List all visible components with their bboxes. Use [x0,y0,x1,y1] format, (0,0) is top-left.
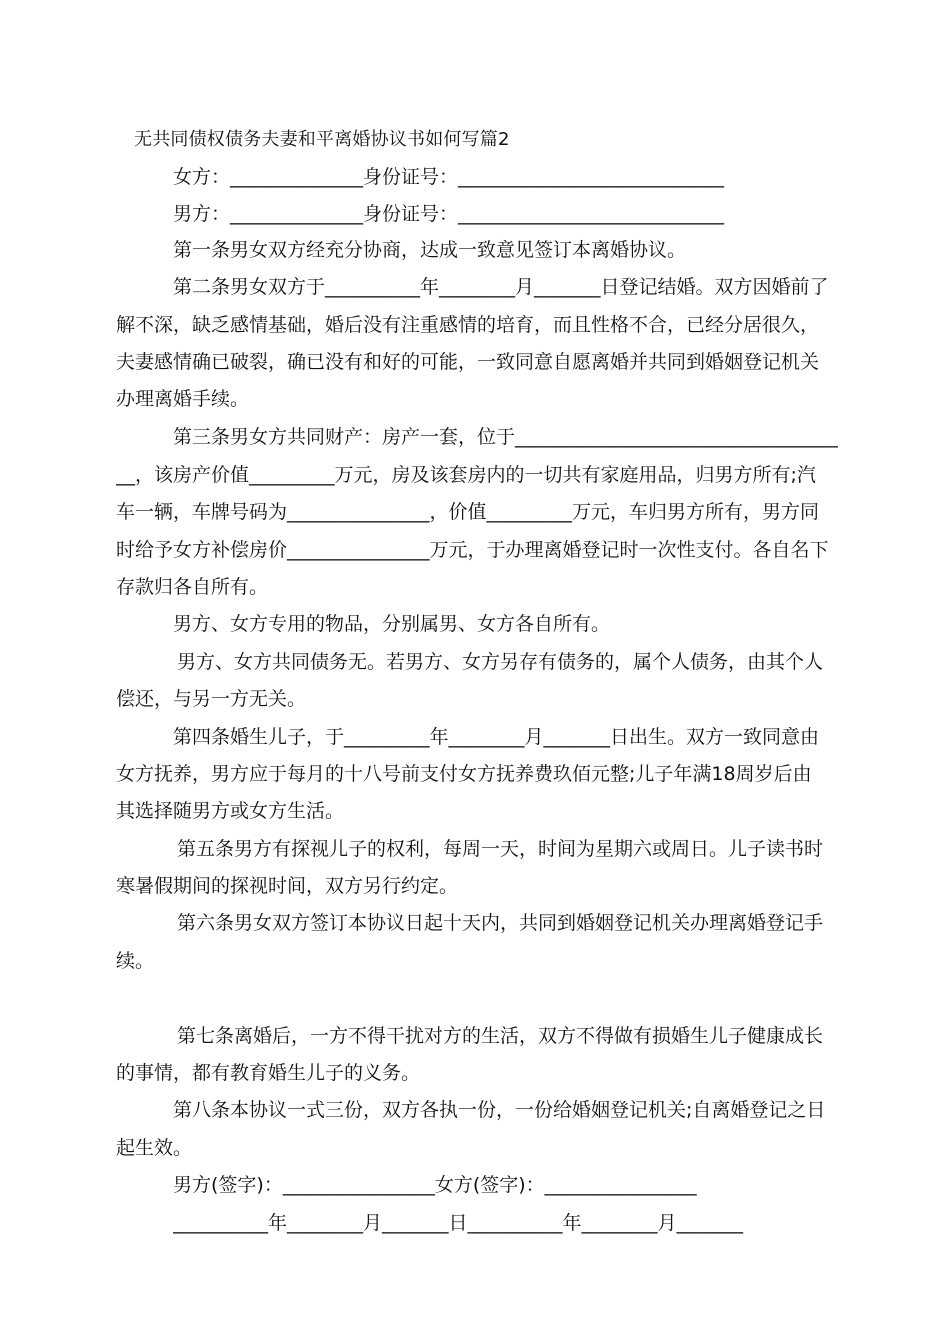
article-3-line-2: __，该房产价值_________万元，房及该套房内的一切共有家庭用品，归男方所有;汽 [116,464,816,486]
article-3-line-3: 车一辆，车牌号码为_______________，价值_________万元，车归男方所有，男方同 [116,501,820,523]
document-title: 无共同债权债务夫妻和平离婚协议书如何写篇2 [134,129,510,150]
article-4-line-1: 第四条婚生儿子，于_________年________月_______日出生。双方一致同意由 [173,726,820,748]
article-2-line-2: 解不深，缺乏感情基础，婚后没有注重感情的培育，而且性格不合，已经分居很久， [116,314,820,336]
article-8-line-1: 第八条本协议一式三份，双方各执一份，一份给婚姻登记机关;自离婚登记之日 [173,1099,826,1121]
article-5-line-1: 第五条男方有探视儿子的权利，每周一天，时间为星期六或周日。儿子读书时 [177,838,824,860]
article-2-line-1: 第二条男女双方于__________年________月_______日登记结婚。双方因婚前了 [173,276,829,298]
personal-items-paragraph: 男方、女方专用的物品，分别属男、女方各自所有。 [173,613,611,635]
article-4-line-3: 其选择随男方或女方生活。 [116,800,345,822]
article-7-line-1: 第七条离婚后，一方不得干扰对方的生活，双方不得做有损婚生儿子健康成长 [177,1025,824,1047]
article-3-line-1: 第三条男女方共同财产：房产一套，位于__________________________________ [173,426,838,448]
article-6-line-1: 第六条男女双方签订本协议日起十天内，共同到婚姻登记机关办理离婚登记手 [177,912,824,934]
debts-line-2: 偿还，与另一方无关。 [116,688,307,710]
article-1: 第一条男女双方经充分协商，达成一致意见签订本离婚协议。 [173,239,687,261]
article-3-line-5: 存款归各自所有。 [116,576,269,598]
article-2-line-3: 夫妻感情确已破裂，确已没有和好的可能，一致同意自愿离婚并共同到婚姻登记机关 [116,351,820,373]
signature-line: 男方(签字)：________________女方(签字)：________________ [173,1174,697,1196]
article-2-line-4: 办理离婚手续。 [116,388,250,410]
article-6-line-2: 续。 [116,950,155,972]
article-3-line-4: 时给予女方补偿房价_______________万元，于办理离婚登记时一次性支付。各自名下 [116,539,829,561]
debts-line-1: 男方、女方共同债务无。若男方、女方另存有债务的，属个人债务，由其个人 [177,651,824,673]
article-7-line-2: 的事情，都有教育婚生儿子的义务。 [116,1062,421,1084]
male-party-line: 男方：______________身份证号：____________________________ [173,203,725,225]
female-party-line: 女方：______________身份证号：____________________________ [173,166,725,188]
article-5-line-2: 寒暑假期间的探视时间，双方另行约定。 [116,875,459,897]
article-4-line-2: 女方抚养，男方应于每月的十八号前支付女方抚养费玖佰元整;儿子年满18周岁后由 [116,763,812,785]
date-line: __________年________月_______日__________年________月_______ [173,1212,744,1234]
article-8-line-2: 起生效。 [116,1137,193,1159]
